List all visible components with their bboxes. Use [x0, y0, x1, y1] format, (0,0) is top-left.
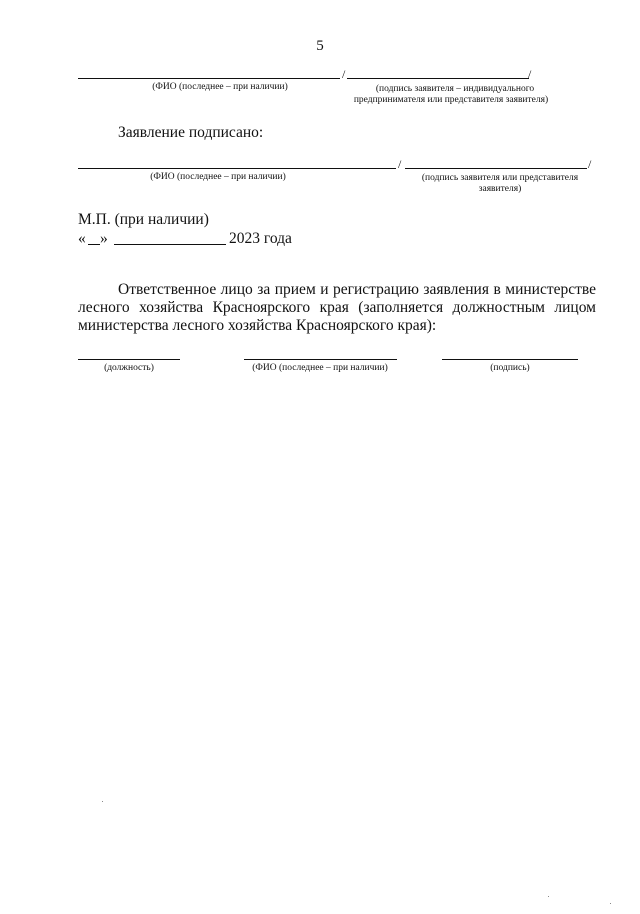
scan-speck: [548, 896, 549, 897]
signature-caption-line1: (подпись заявителя – индивидуального: [375, 84, 535, 94]
signature-caption-line1: (подпись заявителя или представителя: [421, 173, 579, 183]
signed-heading: Заявление подписано:: [118, 124, 264, 141]
scan-speck: [610, 903, 611, 904]
stamp-note: М.П. (при наличии): [78, 211, 209, 228]
page-number: 5: [316, 38, 324, 54]
scan-speck: [102, 801, 103, 802]
signature-caption-line2: предпринимателя или представителя заявителя): [353, 95, 549, 105]
fio-line: [78, 78, 340, 79]
fio-line: [78, 168, 396, 169]
date-year-text: 2023 года: [229, 230, 292, 247]
signature-line: [347, 78, 529, 79]
separator-slash: /: [398, 157, 402, 171]
official-fio-line: [244, 359, 397, 360]
date-close-quote: »: [100, 230, 108, 247]
official-signature-caption: (подпись): [490, 363, 530, 373]
position-caption: (должность): [104, 363, 154, 373]
separator-slash: /: [342, 67, 346, 81]
separator-slash: /: [588, 157, 592, 171]
position-line: [78, 359, 180, 360]
date-day-blank: [88, 244, 100, 245]
date-open-quote: «: [78, 230, 86, 247]
signature-line: [405, 168, 587, 169]
official-fio-caption: (ФИО (последнее – при наличии): [252, 363, 388, 373]
fio-caption: (ФИО (последнее – при наличии): [150, 172, 286, 182]
official-signature-line: [442, 359, 578, 360]
fio-caption: (ФИО (последнее – при наличии): [152, 82, 288, 92]
separator-slash: /: [528, 67, 532, 81]
signature-caption-line2: заявителя): [478, 184, 522, 194]
responsible-paragraph: Ответственное лицо за прием и регистрацию заявления в министерстве лесного хозяйства Красноярского края (заполняется должностным лицом министерства лесного хозяйства Красноярского края):: [78, 281, 596, 334]
date-month-blank: [114, 244, 226, 245]
